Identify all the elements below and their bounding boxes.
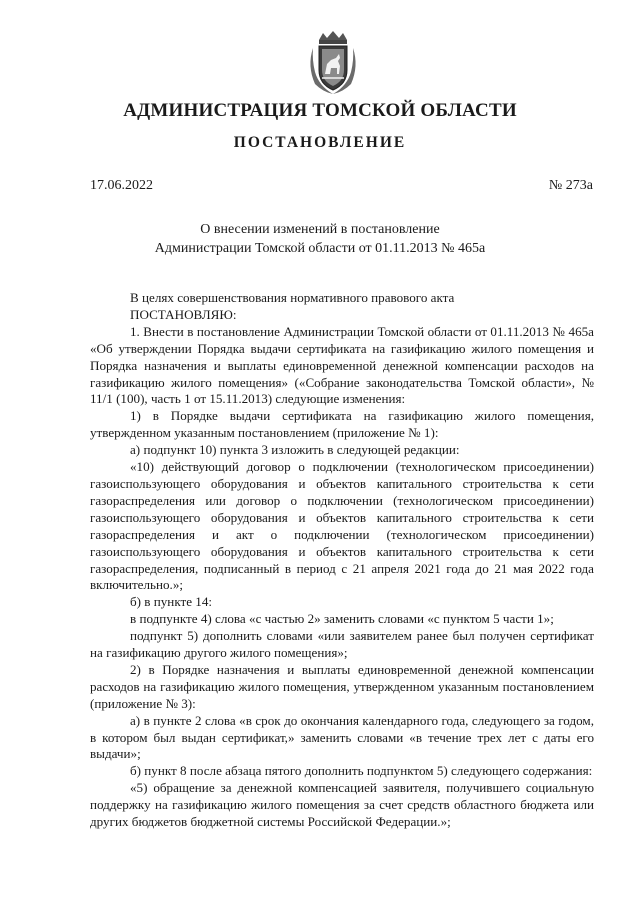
paragraph-subitem-1: 1) в Порядке выдачи сертификата на газификацию жилого помещения, утвержденном указанным постановлением (приложение № 1): xyxy=(90,408,594,441)
document-date: 17.06.2022 xyxy=(90,178,153,193)
paragraph-resolve: ПОСТАНОВЛЯЮ: xyxy=(130,306,237,322)
paragraph-quote-5: «5) обращение за денежной компенсацией заявителя, получившего социальную поддержку на газификацию жилого помещения за счет средств областного бюджета или других бюджетов бюджетной системы Российской Федерации.»; xyxy=(90,780,594,830)
subject-line-1: О внесении изменений в постановление xyxy=(200,222,440,237)
paragraph-subitem-1a: а) подпункт 10) пункта 3 изложить в следующей редакции: xyxy=(130,442,460,458)
paragraph-item-1: 1. Внести в постановление Администрации Томской области от 01.11.2013 № 465а «Об утверждении Порядка выдачи сертификата на газификацию жилого помещения и Порядка назначения и выплаты единовременной денежной компенсации расходов на газификацию жилого помещения» («Собрание законодательства Томской области», № 11/1 (100), часть 1 от 15.11.2013) следующие изменения: xyxy=(90,323,594,407)
document-body xyxy=(90,290,594,831)
document-subject xyxy=(0,220,640,258)
coat-of-arms-icon xyxy=(305,30,361,96)
paragraph-subitem-2: 2) в Порядке назначения и выплаты единовременной денежной компенсации расходов на газификацию жилого помещения, утвержденном указанным постановлением (приложение № 3): xyxy=(90,661,594,711)
paragraph-subitem-2a: а) в пункте 2 слова «в срок до окончания календарного года, следующего за годом, в котором был выдан сертификат,» заменить словами «в течение трех лет с даты его выдачи»; xyxy=(90,712,594,762)
paragraph-subitem-1b-5: подпункт 5) дополнить словами «или заявителем ранее был получен сертификат на газификацию другого жилого помещения»; xyxy=(90,628,594,661)
paragraph-preamble: В целях совершенствования нормативного правового акта xyxy=(130,290,455,305)
paragraph-subitem-1b-4: в подпункте 4) слова «с частью 2» заменить словами «с пунктом 5 части 1»; xyxy=(130,611,554,627)
organization-title: АДМИНИСТРАЦИЯ ТОМСКОЙ ОБЛАСТИ xyxy=(123,100,517,121)
paragraph-subitem-2b: б) пункт 8 после абзаца пятого дополнить подпунктом 5) следующего содержания: xyxy=(130,763,593,779)
document-number: № 273а xyxy=(548,178,593,193)
document-type: ПОСТАНОВЛЕНИЕ xyxy=(233,134,407,151)
subject-line-2: Администрации Томской области от 01.11.2013 № 465а xyxy=(154,241,486,256)
paragraph-subitem-1b: б) в пункте 14: xyxy=(130,594,213,610)
paragraph-quote-10: «10) действующий договор о подключении (технологическом присоединении) газоиспользующего оборудования и объектов капитального строительства к сети газораспределения или договор о подключении (технологическом присоединении) газоиспользующего оборудования и объектов капитального строительства к сети газораспределения и акт о подключении (технологическом присоединении) газоиспользующего оборудования и объектов капитального строительства к сети газораспределения, подписанный в период с 21 апреля 2021 года до 21 мая 2022 года включительно.»; xyxy=(90,459,594,593)
